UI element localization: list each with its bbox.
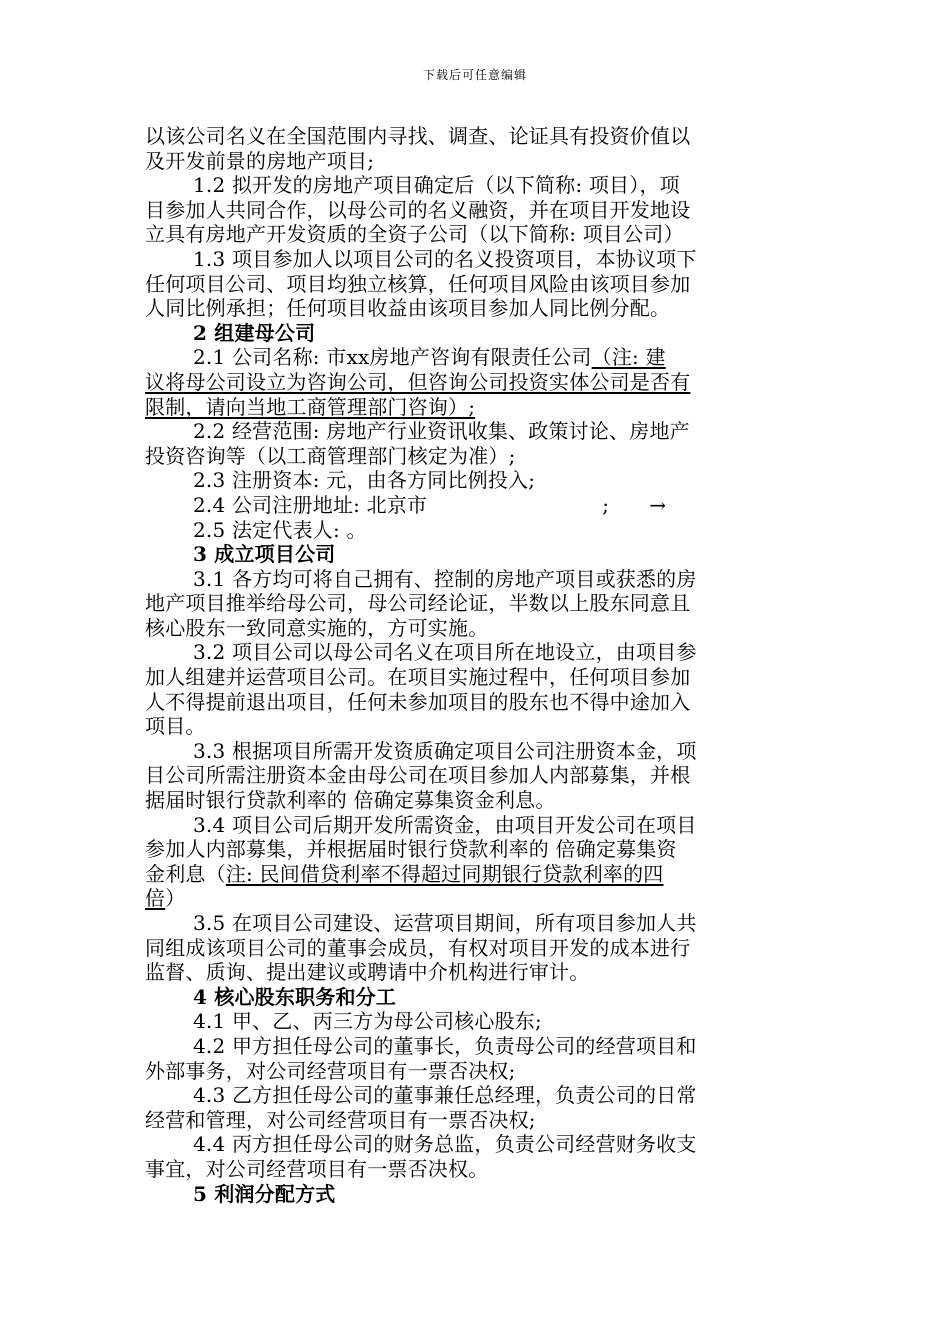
document-body xyxy=(145,124,810,1206)
body-line: 外部事务，对公司经营项目有一票否决权; xyxy=(145,1058,516,1083)
clause-3-2: 3.2 项目公司以母公司名义在项目所在地设立，由项目参 xyxy=(193,640,697,665)
clause-punct: ; xyxy=(602,492,610,517)
body-line: 加人组建并运营项目公司。在项目实施过程中，任何项目参加 xyxy=(145,665,691,690)
body-line: 同组成该项目公司的董事会成员，有权对项目开发的成本进行 xyxy=(145,935,691,960)
clause-text: 2.4 公司注册地址: 北京市 xyxy=(193,492,428,517)
body-line: 任何项目公司、项目均独立核算，任何项目风险由该项目参加 xyxy=(145,271,691,296)
section-heading-3: 3 成立项目公司 xyxy=(193,542,336,567)
clause-2-4 xyxy=(145,493,810,518)
body-line: 参加人内部募集，并根据届时银行贷款利率的 倍确定募集资 xyxy=(145,837,677,862)
clause-4-4: 4.4 丙方担任母公司的财务总监，负责公司经营财务收支 xyxy=(193,1132,697,1157)
clause-4-2: 4.2 甲方担任母公司的董事长，负责母公司的经营项目和 xyxy=(193,1033,697,1058)
body-line: 经营和管理，对公司经营项目有一票否决权; xyxy=(145,1107,536,1132)
section-heading-2: 2 组建母公司 xyxy=(193,320,316,345)
arrow-mark: → xyxy=(649,492,667,517)
note-underlined: 倍 xyxy=(145,886,166,911)
section-heading-5: 5 利润分配方式 xyxy=(193,1181,336,1206)
body-line: 目参加人共同合作，以母公司的名义融资，并在项目开发地设 xyxy=(145,197,691,222)
clause-3-5: 3.5 在项目公司建设、运营项目期间，所有项目参加人共 xyxy=(193,911,697,935)
clause-text: 金利息（ xyxy=(145,861,226,886)
clause-1-3: 1.3 项目参加人以项目公司的名义投资项目，本协议项下 xyxy=(193,246,697,271)
body-line: 人不得提前退出项目，任何未参加项目的股东也不得中途加入 xyxy=(145,689,691,714)
body-line: 据届时银行贷款利率的 倍确定募集资金利息。 xyxy=(145,788,556,813)
clause-text: ） xyxy=(165,886,186,911)
note-underlined: 注: 民间借贷利率不得超过同期银行贷款利率的四 xyxy=(225,861,664,886)
page-header: 下载后可任意编辑 xyxy=(422,68,527,82)
clause-4-1: 4.1 甲、乙、丙三方为母公司核心股东; xyxy=(193,1009,542,1034)
clause-1-2: 1.2 拟开发的房地产项目确定后（以下简称: 项目），项 xyxy=(193,173,680,198)
clause-3-3: 3.3 根据项目所需开发资质确定项目公司注册资本金，项 xyxy=(193,738,697,763)
body-line: 立具有房地产开发资质的全资子公司（以下简称: 项目公司） xyxy=(145,222,684,247)
body-line: 人同比例承担；任何项目收益由该项目参加人同比例分配。 xyxy=(145,296,671,321)
body-line: 项目。 xyxy=(145,714,206,739)
body-line: 地产项目推举给母公司，母公司经论证，半数以上股东同意且 xyxy=(145,591,691,616)
clause-3-4: 3.4 项目公司后期开发所需资金，由项目开发公司在项目 xyxy=(193,812,697,837)
body-line xyxy=(145,886,810,911)
body-line: 核心股东一致同意实施的，方可实施。 xyxy=(145,615,489,640)
body-line: 投资咨询等（以工商管理部门核定为准）; xyxy=(145,443,516,468)
note-underlined-line: 议将母公司设立为咨询公司，但咨询公司投资实体公司是否有 xyxy=(145,369,691,394)
body-line: 以该公司名义在全国范围内寻找、调查、论证具有投资价值以 xyxy=(145,124,691,148)
note-underlined: （注: 建 xyxy=(591,345,666,370)
clause-4-3: 4.3 乙方担任母公司的董事兼任总经理，负责公司的日常 xyxy=(193,1083,697,1108)
clause-2-1 xyxy=(145,345,810,370)
clause-3-1: 3.1 各方均可将自己拥有、控制的房地产项目或获悉的房 xyxy=(193,566,697,591)
body-line: 事宜，对公司经营项目有一票否决权。 xyxy=(145,1156,489,1181)
section-heading-4: 4 核心股东职务和分工 xyxy=(193,984,397,1009)
clause-2-3: 2.3 注册资本: 元，由各方同比例投入; xyxy=(193,468,536,493)
body-line: 及开发前景的房地产项目; xyxy=(145,148,375,173)
clause-2-5: 2.5 法定代表人: 。 xyxy=(193,517,367,542)
body-line: 目公司所需注册资本金由母公司在项目参加人内部募集，并根 xyxy=(145,763,691,788)
body-line: 监督、质询、提出建议或聘请中介机构进行审计。 xyxy=(145,960,590,985)
clause-2-2: 2.2 经营范围: 房地产行业资讯收集、政策讨论、房地产 xyxy=(193,419,690,444)
clause-text: 2.1 公司名称: 市xx房地产咨询有限责任公司 xyxy=(193,345,592,370)
body-line xyxy=(145,862,810,887)
note-underlined-line: 限制，请向当地工商管理部门咨询）; xyxy=(145,394,476,419)
